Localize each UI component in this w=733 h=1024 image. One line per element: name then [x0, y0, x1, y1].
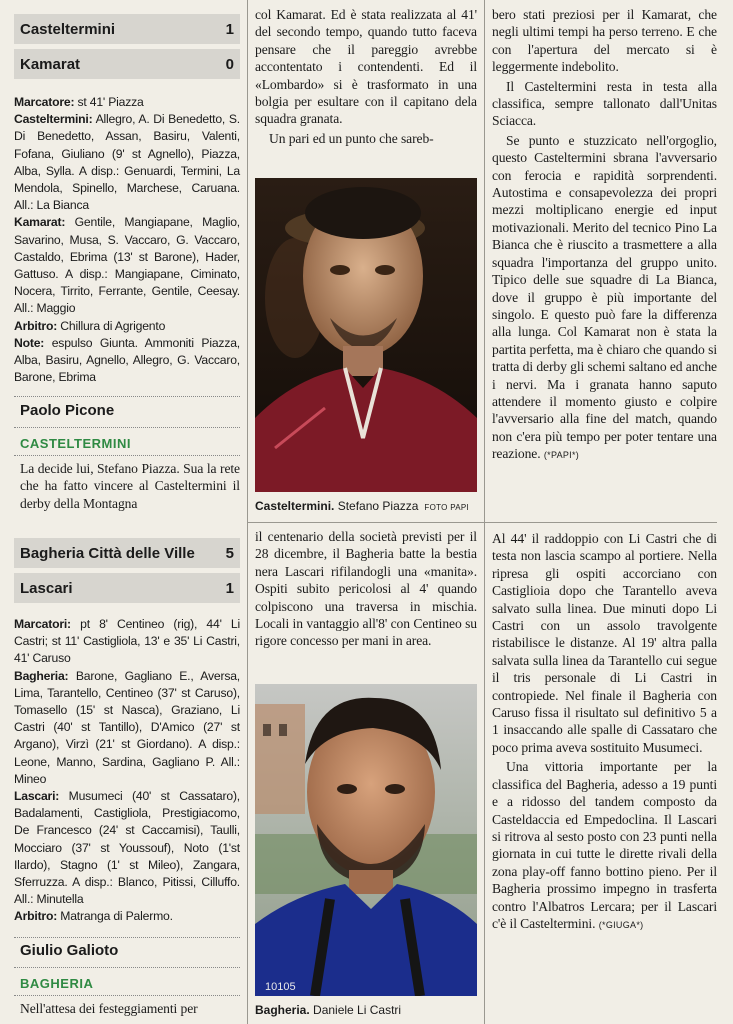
team-score: 0	[225, 55, 234, 73]
article-paragraph: col Kamarat. Ed è stata realizzata al 41' del secondo tempo, quando tutto faceva pensare che il pareggio avrebbe accontentato i contendenti. Ed il «Lombardo» si è trasformato in una bolgia per esultare con il capitano dela squadra granata.	[255, 7, 477, 127]
article-text	[492, 530, 717, 934]
photo-caption: Bagheria. Daniele Li Castri	[255, 1003, 402, 1017]
divider	[14, 995, 240, 996]
tabellino-line: Casteltermini: Allegro, A. Di Benedetto, S. Di Benedetto, Assan, Basiru, Valenti, Fofana, Giuliano (9' st Agnello), Piazza, Alba, Sylla. A disp.: Genuardi, Termini, La Mendola, Spinello, Marchese, Caruana. All.: La Bianca	[14, 112, 240, 213]
team-score: 1	[225, 20, 234, 38]
score-row-away	[14, 49, 240, 79]
team-name: Casteltermini	[20, 20, 116, 38]
author-byline: Giulio Galioto	[20, 942, 119, 959]
tabellino-line: Kamarat: Gentile, Mangiapane, Maglio, Savarino, Musa, S. Vaccaro, G. Vaccaro, Castaldo, Ebrima (13' st Barone), Hader, Gattuso. A disp.: Mangiapane, Ciminato, Nocera, Tirrito, Ferrante, Gentile, Ceesay. All.: Maggio	[14, 215, 240, 316]
tabellino-line: Marcatore: st 41' Piazza	[14, 95, 144, 109]
tabellino-line: Bagheria: Barone, Gagliano E., Aversa, Lima, Tarantello, Centineo (37' st Caruso), Tomasello (15' st Nasca), Graziano, Li Castri (40' st Tantillo), D'Amico (27' st Argano), Virzì (21' st Giordano). A disp.: Leone, Manno, Sardina, Gagliano P. All.: Mineo	[14, 668, 240, 786]
team-name: Bagheria Città delle Ville	[20, 544, 195, 562]
score-row-home	[14, 538, 240, 568]
tabellino-line: Arbitro: Matranga di Palermo.	[14, 909, 173, 924]
article-paragraph: bero stati preziosi per il Kamarat, che negli ultimi tempi ha perso terreno. E che con l'apertura del mercato si è leggermente indebolito.	[492, 7, 717, 75]
divider	[14, 455, 240, 456]
match-tabellino	[14, 616, 240, 926]
photo-credit: FOTO PAPI	[424, 503, 470, 512]
team-score: 1	[225, 579, 234, 597]
author-byline: Paolo Picone	[20, 402, 115, 419]
section-label: BAGHERIA	[20, 976, 94, 991]
player-photo	[255, 684, 477, 996]
photo-caption: Casteltermini. Stefano Piazza FOTO PAPI	[255, 499, 470, 513]
divider	[14, 937, 240, 938]
tabellino-line: Lascari: Musumeci (40' st Cassataro), Badalamenti, Castigliola, Prestigiacomo, De Francesco (24' st Caccamisi), Taulli, Mocciaro (37' st Youssouf), Noto (1'st Ilardo), Stagno (1' st Mileo), Zangara, Sferruzza. A disp.: Blanco, Pitissi, Cilluffo. All.: Minutella	[14, 789, 240, 907]
article-paragraph: Un pari ed un punto che sareb-	[269, 130, 434, 146]
team-name: Lascari	[20, 579, 73, 597]
svg-text:10105: 10105	[265, 981, 296, 993]
team-name: Kamarat	[20, 55, 81, 73]
article-paragraph: Al 44' il raddoppio con Li Castri che di testa non lascia scampo al portiere. Nella ripresa gli ospiti accorciano con Castiglioia dopo che Tarantello aveva salvato sulla linea. Due minuti dopo Li Castri con un assolo travolgente ristabilisce le distanze. Al 19' altra palla salvata sulla linea da Tarantello cui segue il tris personale di Li Castri in contropiede. Nel finale il Bagheria con Caruso fissa il risultato sul definitivo 5 a 1 insaccando alle spalle di Cassataro che poco prima aveva sostituito Musumeci.	[492, 531, 717, 755]
article-paragraph: Il Casteltermini resta in testa alla classifica, sempre tallonato dall'Unitas Sciacca.	[492, 78, 717, 129]
divider	[14, 427, 240, 428]
tabellino-line: Arbitro: Chillura di Agrigento	[14, 318, 166, 333]
column-rule	[247, 0, 248, 1024]
article-paragraph: Se punto e stuzzicato nell'orgoglio, questo Casteltermini sbrana l'avversario con ferocia e rapidità sorprendenti. Autostima e consapevolezza dei propri mezzi moltiplicano energie ed input motivazionali. Merito del tecnico Pino La Bianca che è riuscito a trasmettere a alla squadra l'importanza del gruppo unito. Tipico delle sue squadre di La Bianca, dove il gruppo è più importante del singolo. E questo può fare la differenza alla lunga. Col Kamarat non è stata la partita perfetta, ma è chiaro che quando si tratta di derby gli schemi saltano ed anche i nervi. Ma i granata hanno saputo attendere il momento giusto e colpire l'avversario alla fine del match, quando non c'era più tempo per poter tentare una reazione. (*PAPI*)	[492, 132, 717, 462]
article-text: La decide lui, Stefano Piazza. Sua la rete che ha fatto vincere al Casteltermini il derby della Montagna	[20, 461, 240, 511]
divider	[14, 967, 240, 968]
player-portrait-image	[255, 684, 477, 996]
article-text	[255, 6, 477, 147]
divider	[14, 396, 240, 397]
tabellino-line: Note: espulso Giunta. Ammoniti Piazza, Alba, Basiru, Agnello, Allegro, G. Vaccaro, Barone, Ebrima	[14, 335, 240, 385]
divider	[247, 522, 717, 523]
score-row-away	[14, 573, 240, 603]
article-text: Nell'attesa dei festeggiamenti per	[20, 1001, 198, 1016]
author-signature: (*PAPI*)	[543, 450, 580, 461]
author-signature: (*GIUGA*)	[598, 919, 644, 930]
player-portrait-image	[255, 178, 477, 492]
article-text	[492, 6, 717, 465]
article-paragraph: Una vittoria importante per la classifica del Bagheria, adesso a 19 punti e a ridosso del tandem composto da Casteldaccia ed Empedoclina. Il Lascari si ritrova al sesto posto con 23 punti nella giornata in cui tutte le dirette rivali della zona play-off fanno bottino pieno. Per il Bagheria prossimo impegno in trasferta contro l'Albatros Lercara; per il Lascari c'è il Casteltermini. (*GIUGA*)	[492, 759, 717, 931]
section-label: CASTELTERMINI	[20, 436, 131, 451]
match-tabellino	[14, 94, 240, 386]
score-row-home	[14, 14, 240, 44]
tabellino-line: Marcatori: pt 8' Centineo (rig), 44' Li Castri; st 11' Castigliola, 13' e 35' Li Castri, 41' Caruso	[14, 617, 240, 666]
team-score: 5	[225, 544, 234, 562]
column-rule	[484, 0, 485, 1024]
player-photo	[255, 178, 477, 492]
article-text: il centenario della società previsti per il 28 dicembre, il Bagheria batte la bestia nera Lascari rifilandogli una «manita». Ospiti subito pericolosi al 4' quando colpiscono una traversa in mischia. Locali in vantaggio all'8' con Centineo su rigore concesso per mani in area.	[255, 529, 477, 649]
